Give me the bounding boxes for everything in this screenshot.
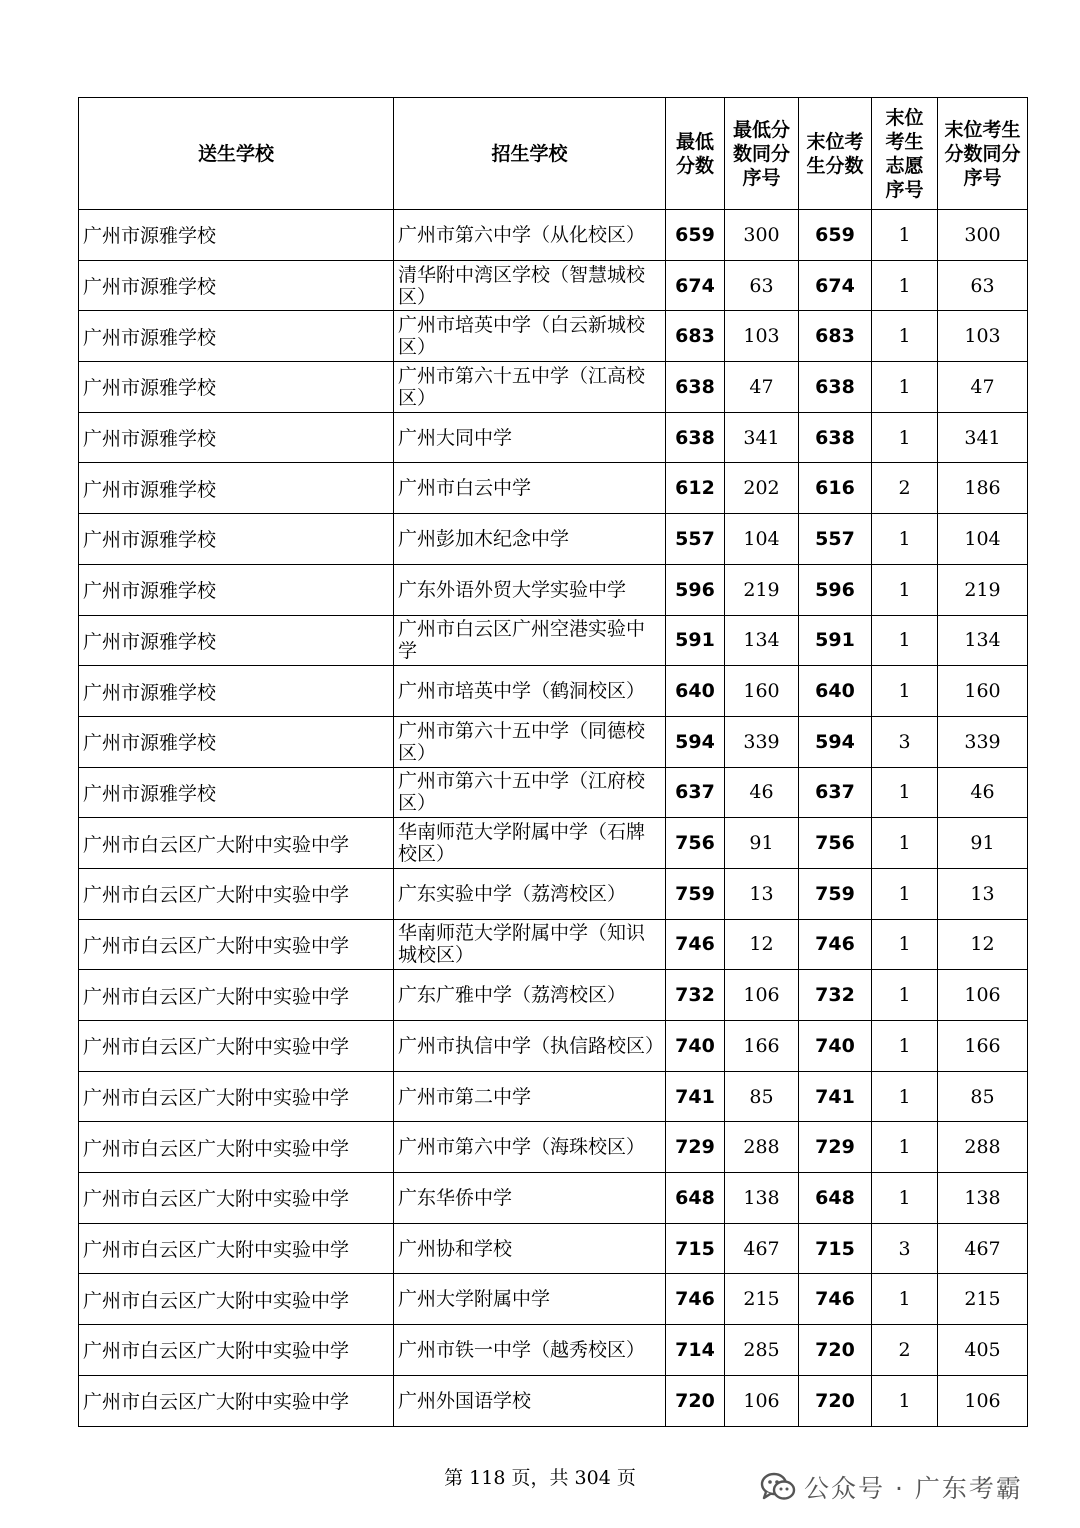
last-choice-cell: 3	[872, 1223, 938, 1274]
table-row	[79, 666, 1028, 717]
table-row	[79, 1122, 1028, 1173]
admitting-school-cell: 广东广雅中学（荔湾校区）	[394, 970, 666, 1021]
min-score-cell: 746	[666, 1274, 725, 1325]
header-sending-school: 送生学校	[79, 98, 394, 210]
last-score-rank-cell: 91	[938, 818, 1028, 869]
last-score-rank-cell: 405	[938, 1325, 1028, 1376]
min-score-rank-cell: 104	[725, 514, 799, 565]
admitting-school-cell: 广州大学附属中学	[394, 1274, 666, 1325]
last-choice-cell: 2	[872, 463, 938, 514]
last-score-rank-cell: 219	[938, 564, 1028, 615]
last-score-rank-cell: 85	[938, 1071, 1028, 1122]
last-choice-cell: 1	[872, 868, 938, 919]
last-score-rank-cell: 341	[938, 412, 1028, 463]
min-score-cell: 637	[666, 767, 725, 818]
last-score-cell: 616	[799, 463, 872, 514]
last-choice-cell: 1	[872, 311, 938, 362]
admitting-school-cell: 广州大同中学	[394, 412, 666, 463]
sending-school-cell: 广州市源雅学校	[79, 260, 394, 311]
last-score-cell: 591	[799, 615, 872, 666]
min-score-cell: 640	[666, 666, 725, 717]
last-choice-cell: 1	[872, 818, 938, 869]
last-score-rank-cell: 106	[938, 970, 1028, 1021]
min-score-cell: 683	[666, 311, 725, 362]
table-row	[79, 1021, 1028, 1072]
min-score-cell: 596	[666, 564, 725, 615]
last-choice-cell: 1	[872, 1071, 938, 1122]
last-score-cell: 759	[799, 868, 872, 919]
sending-school-cell: 广州市源雅学校	[79, 767, 394, 818]
last-choice-cell: 1	[872, 210, 938, 261]
last-score-cell: 637	[799, 767, 872, 818]
last-choice-cell: 1	[872, 919, 938, 970]
admitting-school-cell: 广州协和学校	[394, 1223, 666, 1274]
last-score-cell: 720	[799, 1375, 872, 1426]
last-score-rank-cell: 46	[938, 767, 1028, 818]
admitting-school-cell: 广东华侨中学	[394, 1173, 666, 1224]
last-choice-cell: 1	[872, 1375, 938, 1426]
last-choice-cell: 1	[872, 767, 938, 818]
min-score-rank-cell: 138	[725, 1173, 799, 1224]
admitting-school-cell: 广州市执信中学（执信路校区）	[394, 1021, 666, 1072]
min-score-cell: 714	[666, 1325, 725, 1376]
min-score-rank-cell: 91	[725, 818, 799, 869]
table-row	[79, 1071, 1028, 1122]
last-score-cell: 732	[799, 970, 872, 1021]
min-score-rank-cell: 85	[725, 1071, 799, 1122]
admitting-school-cell: 广州市培英中学（鹤洞校区）	[394, 666, 666, 717]
min-score-rank-cell: 160	[725, 666, 799, 717]
sending-school-cell: 广州市源雅学校	[79, 412, 394, 463]
sending-school-cell: 广州市源雅学校	[79, 362, 394, 413]
table-row	[79, 412, 1028, 463]
sending-school-cell: 广州市源雅学校	[79, 463, 394, 514]
sending-school-cell: 广州市白云区广大附中实验中学	[79, 1223, 394, 1274]
min-score-rank-cell: 202	[725, 463, 799, 514]
sending-school-cell: 广州市白云区广大附中实验中学	[79, 1325, 394, 1376]
min-score-rank-cell: 47	[725, 362, 799, 413]
min-score-rank-cell: 467	[725, 1223, 799, 1274]
last-score-rank-cell: 467	[938, 1223, 1028, 1274]
table-row	[79, 1223, 1028, 1274]
min-score-rank-cell: 219	[725, 564, 799, 615]
sending-school-cell: 广州市白云区广大附中实验中学	[79, 1021, 394, 1072]
last-score-cell: 715	[799, 1223, 872, 1274]
table-row	[79, 1375, 1028, 1426]
sending-school-cell: 广州市白云区广大附中实验中学	[79, 1274, 394, 1325]
last-score-rank-cell: 300	[938, 210, 1028, 261]
min-score-cell: 638	[666, 412, 725, 463]
min-score-rank-cell: 215	[725, 1274, 799, 1325]
min-score-rank-cell: 339	[725, 716, 799, 767]
min-score-rank-cell: 63	[725, 260, 799, 311]
last-score-rank-cell: 166	[938, 1021, 1028, 1072]
min-score-cell: 741	[666, 1071, 725, 1122]
table-row	[79, 514, 1028, 565]
last-score-cell: 746	[799, 919, 872, 970]
sending-school-cell: 广州市白云区广大附中实验中学	[79, 1071, 394, 1122]
last-choice-cell: 1	[872, 514, 938, 565]
header-last-score-rank: 末位考生分数同分序号	[938, 98, 1028, 210]
admitting-school-cell: 广州彭加木纪念中学	[394, 514, 666, 565]
table-row	[79, 463, 1028, 514]
table-row	[79, 210, 1028, 261]
last-choice-cell: 1	[872, 260, 938, 311]
admitting-school-cell: 广州市第二中学	[394, 1071, 666, 1122]
table-row	[79, 970, 1028, 1021]
admitting-school-cell: 广东实验中学（荔湾校区）	[394, 868, 666, 919]
sending-school-cell: 广州市源雅学校	[79, 666, 394, 717]
admitting-school-cell: 广州市第六十五中学（江府校区）	[394, 767, 666, 818]
min-score-rank-cell: 106	[725, 970, 799, 1021]
min-score-rank-cell: 106	[725, 1375, 799, 1426]
sending-school-cell: 广州市白云区广大附中实验中学	[79, 1122, 394, 1173]
admitting-school-cell: 广州市白云区广州空港实验中学	[394, 615, 666, 666]
last-score-cell: 596	[799, 564, 872, 615]
sending-school-cell: 广州市白云区广大附中实验中学	[79, 1173, 394, 1224]
min-score-rank-cell: 13	[725, 868, 799, 919]
table-row	[79, 1274, 1028, 1325]
table-body	[79, 210, 1028, 1427]
min-score-cell: 594	[666, 716, 725, 767]
watermark-text: 公众号 · 广东考霸	[804, 1474, 1023, 1503]
last-score-rank-cell: 47	[938, 362, 1028, 413]
min-score-rank-cell: 103	[725, 311, 799, 362]
last-choice-cell: 1	[872, 970, 938, 1021]
min-score-cell: 591	[666, 615, 725, 666]
sending-school-cell: 广州市源雅学校	[79, 564, 394, 615]
last-choice-cell: 1	[872, 362, 938, 413]
min-score-cell: 648	[666, 1173, 725, 1224]
last-score-rank-cell: 104	[938, 514, 1028, 565]
min-score-rank-cell: 12	[725, 919, 799, 970]
last-score-rank-cell: 106	[938, 1375, 1028, 1426]
last-score-cell: 720	[799, 1325, 872, 1376]
last-score-cell: 640	[799, 666, 872, 717]
min-score-rank-cell: 300	[725, 210, 799, 261]
last-choice-cell: 1	[872, 564, 938, 615]
last-score-cell: 557	[799, 514, 872, 565]
admitting-school-cell: 清华附中湾区学校（智慧城校区）	[394, 260, 666, 311]
admitting-school-cell: 广州市第六十五中学（同德校区）	[394, 716, 666, 767]
admitting-school-cell: 广州市培英中学（白云新城校区）	[394, 311, 666, 362]
table-row	[79, 1173, 1028, 1224]
table-row	[79, 260, 1028, 311]
header-admitting-school: 招生学校	[394, 98, 666, 210]
min-score-rank-cell: 166	[725, 1021, 799, 1072]
sending-school-cell: 广州市白云区广大附中实验中学	[79, 1375, 394, 1426]
min-score-rank-cell: 134	[725, 615, 799, 666]
sending-school-cell: 广州市源雅学校	[79, 514, 394, 565]
table-row	[79, 564, 1028, 615]
last-score-cell: 648	[799, 1173, 872, 1224]
last-score-cell: 746	[799, 1274, 872, 1325]
last-score-rank-cell: 103	[938, 311, 1028, 362]
admitting-school-cell: 广州市第六十五中学（江高校区）	[394, 362, 666, 413]
last-score-cell: 674	[799, 260, 872, 311]
last-choice-cell: 1	[872, 412, 938, 463]
admitting-school-cell: 广州市白云中学	[394, 463, 666, 514]
last-score-rank-cell: 215	[938, 1274, 1028, 1325]
last-choice-cell: 3	[872, 716, 938, 767]
min-score-cell: 746	[666, 919, 725, 970]
header-last-score: 末位考生分数	[799, 98, 872, 210]
last-choice-cell: 1	[872, 1173, 938, 1224]
last-score-rank-cell: 288	[938, 1122, 1028, 1173]
min-score-cell: 732	[666, 970, 725, 1021]
last-score-rank-cell: 13	[938, 868, 1028, 919]
min-score-cell: 557	[666, 514, 725, 565]
sending-school-cell: 广州市源雅学校	[79, 311, 394, 362]
watermark	[760, 1465, 1023, 1509]
table-row	[79, 818, 1028, 869]
last-choice-cell: 1	[872, 1021, 938, 1072]
last-choice-cell: 2	[872, 1325, 938, 1376]
min-score-cell: 720	[666, 1375, 725, 1426]
last-score-rank-cell: 63	[938, 260, 1028, 311]
table-row	[79, 868, 1028, 919]
min-score-cell: 638	[666, 362, 725, 413]
last-choice-cell: 1	[872, 666, 938, 717]
table-row	[79, 362, 1028, 413]
sending-school-cell: 广州市白云区广大附中实验中学	[79, 818, 394, 869]
min-score-cell: 612	[666, 463, 725, 514]
last-score-cell: 638	[799, 412, 872, 463]
min-score-cell: 715	[666, 1223, 725, 1274]
admitting-school-cell: 华南师范大学附属中学（石牌校区）	[394, 818, 666, 869]
sending-school-cell: 广州市白云区广大附中实验中学	[79, 868, 394, 919]
min-score-rank-cell: 285	[725, 1325, 799, 1376]
last-choice-cell: 1	[872, 615, 938, 666]
sending-school-cell: 广州市白云区广大附中实验中学	[79, 919, 394, 970]
header-min-score-rank: 最低分数同分序号	[725, 98, 799, 210]
sending-school-cell: 广州市白云区广大附中实验中学	[79, 970, 394, 1021]
min-score-rank-cell: 288	[725, 1122, 799, 1173]
admitting-school-cell: 广州市铁一中学（越秀校区）	[394, 1325, 666, 1376]
admitting-school-cell: 华南师范大学附属中学（知识城校区）	[394, 919, 666, 970]
min-score-cell: 729	[666, 1122, 725, 1173]
last-score-cell: 729	[799, 1122, 872, 1173]
admitting-school-cell: 广州市第六中学（海珠校区）	[394, 1122, 666, 1173]
last-choice-cell: 1	[872, 1274, 938, 1325]
last-score-cell: 756	[799, 818, 872, 869]
min-score-cell: 759	[666, 868, 725, 919]
sending-school-cell: 广州市源雅学校	[79, 716, 394, 767]
table-header-row	[79, 98, 1028, 210]
last-score-rank-cell: 160	[938, 666, 1028, 717]
sending-school-cell: 广州市源雅学校	[79, 210, 394, 261]
min-score-rank-cell: 46	[725, 767, 799, 818]
min-score-cell: 674	[666, 260, 725, 311]
last-score-rank-cell: 12	[938, 919, 1028, 970]
last-score-cell: 594	[799, 716, 872, 767]
last-choice-cell: 1	[872, 1122, 938, 1173]
admission-table	[78, 97, 1028, 1427]
header-last-choice: 末位考生志愿序号	[872, 98, 938, 210]
min-score-cell: 740	[666, 1021, 725, 1072]
last-score-cell: 638	[799, 362, 872, 413]
min-score-cell: 756	[666, 818, 725, 869]
admitting-school-cell: 广州外国语学校	[394, 1375, 666, 1426]
admitting-school-cell: 广州市第六中学（从化校区）	[394, 210, 666, 261]
wechat-icon	[760, 1471, 796, 1503]
last-score-rank-cell: 339	[938, 716, 1028, 767]
table-row	[79, 767, 1028, 818]
last-score-rank-cell: 186	[938, 463, 1028, 514]
min-score-rank-cell: 341	[725, 412, 799, 463]
page-number: 第 118 页，共 304 页	[444, 1467, 636, 1489]
last-score-rank-cell: 134	[938, 615, 1028, 666]
table-row	[79, 615, 1028, 666]
last-score-rank-cell: 138	[938, 1173, 1028, 1224]
last-score-cell: 683	[799, 311, 872, 362]
table-row	[79, 311, 1028, 362]
last-score-cell: 659	[799, 210, 872, 261]
admitting-school-cell: 广东外语外贸大学实验中学	[394, 564, 666, 615]
header-min-score: 最低分数	[666, 98, 725, 210]
last-score-cell: 741	[799, 1071, 872, 1122]
table-row	[79, 919, 1028, 970]
sending-school-cell: 广州市源雅学校	[79, 615, 394, 666]
table-row	[79, 1325, 1028, 1376]
last-score-cell: 740	[799, 1021, 872, 1072]
min-score-cell: 659	[666, 210, 725, 261]
table-row	[79, 716, 1028, 767]
